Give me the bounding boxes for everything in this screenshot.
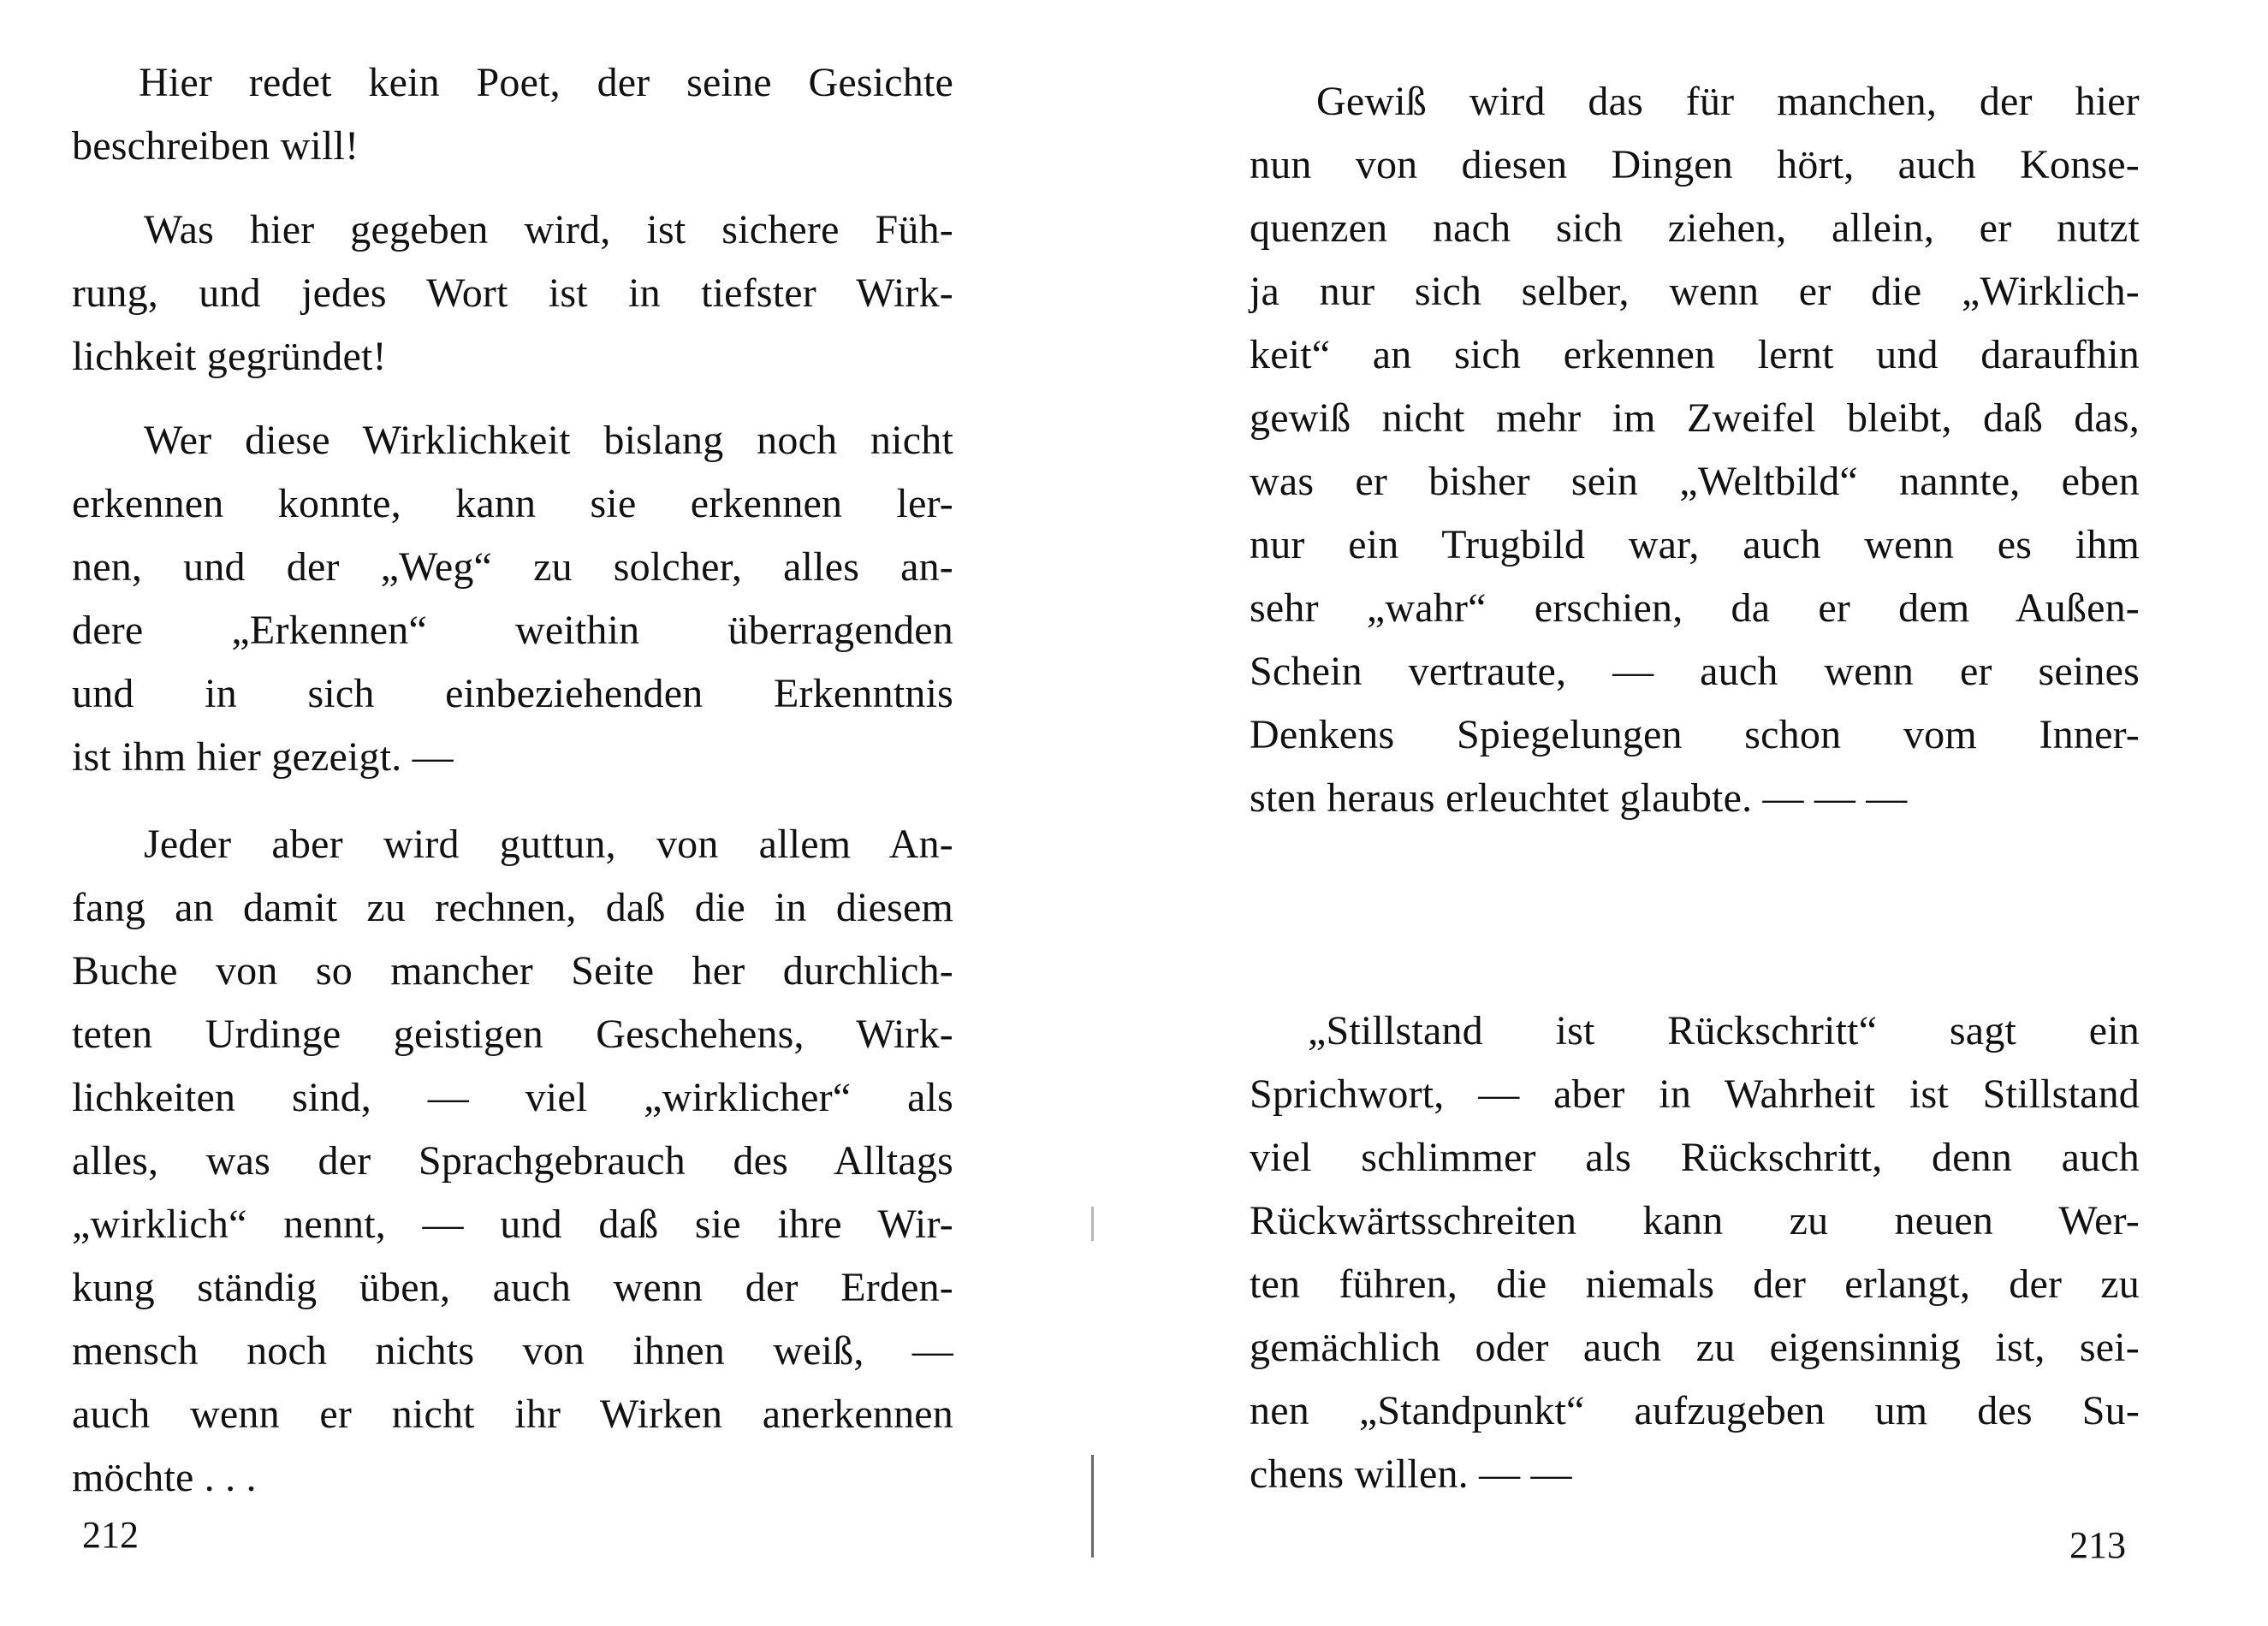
text-line: gemächlich oder auch zu eigensinnig ist, sei- (1250, 1325, 2140, 1370)
text-line: nur ein Trugbild war, auch wenn es ihm (1250, 522, 2140, 567)
text-line: nen „Standpunkt“ aufzugeben um des Su- (1250, 1388, 2140, 1433)
text-line: Schein vertraute, — auch wenn er seines (1250, 649, 2140, 694)
text-line: nen, und der „Weg“ zu solcher, alles an- (72, 544, 953, 590)
text-line: gewiß nicht mehr im Zweifel bleibt, daß das, (1250, 395, 2140, 441)
text-line: viel schlimmer als Rückschritt, denn auch (1250, 1135, 2140, 1180)
text-line: mensch noch nichts von ihnen weiß, — (72, 1328, 953, 1374)
text-line: Rückwärtsschreiten kann zu neuen Wer- (1250, 1198, 2140, 1243)
text-line: auch wenn er nicht ihr Wirken anerkennen (72, 1392, 953, 1437)
text-line: Sprichwort, — aber in Wahrheit ist Stillstand (1250, 1071, 2140, 1117)
page-number-left: 212 (82, 1514, 139, 1556)
text-line: quenzen nach sich ziehen, allein, er nutzt (1250, 205, 2140, 251)
text-line: Hier redet kein Poet, der seine Gesichte (139, 60, 953, 105)
left-paragraph-4 (72, 813, 953, 1510)
text-line: lichkeit gegründet! (72, 334, 387, 379)
text-line: Denkens Spiegelungen schon vom Inner- (1250, 712, 2140, 757)
text-line: sten heraus erleuchtet glaubte. — — — (1250, 775, 1908, 821)
text-line: ten führen, die niemals der erlangt, der zu (1250, 1261, 2140, 1307)
text-line: ja nur sich selber, wenn er die „Wirklich- (1250, 269, 2140, 314)
text-line: Buche von so mancher Seite her durchlich- (72, 948, 953, 994)
right-paragraph-1 (1250, 70, 2140, 830)
text-line: Was hier gegeben wird, ist sichere Füh- (144, 207, 953, 252)
text-line: rung, und jedes Wort ist in tiefster Wirk- (72, 270, 953, 316)
text-line: „Stillstand ist Rückschritt“ sagt ein (1308, 1008, 2140, 1053)
left-paragraph-2 (72, 199, 953, 389)
text-line: dere „Erkennen“ weithin überragenden (72, 608, 953, 653)
text-line: nun von diesen Dingen hört, auch Konse- (1250, 142, 2140, 187)
text-line: kung ständig üben, auch wenn der Erden- (72, 1265, 953, 1310)
text-line: teten Urdinge geistigen Geschehens, Wirk- (72, 1012, 953, 1057)
gutter-line (1091, 1455, 1094, 1558)
text-line: und in sich einbeziehenden Erkenntnis (72, 671, 953, 716)
text-line: Gewiß wird das für manchen, der hier (1316, 79, 2140, 124)
text-line: ist ihm hier gezeigt. — (72, 734, 454, 780)
text-line: was er bisher sein „Weltbild“ nannte, eben (1250, 459, 2140, 504)
text-line: alles, was der Sprachgebrauch des Alltags (72, 1138, 953, 1184)
left-paragraph-3 (72, 409, 953, 789)
left-paragraph-1 (72, 51, 953, 178)
text-line: möchte . . . (72, 1455, 257, 1500)
text-line: Jeder aber wird guttun, von allem An- (144, 822, 953, 867)
right-paragraph-2 (1250, 1000, 2140, 1506)
left-page (0, 0, 1087, 1626)
text-line: keit“ an sich erkennen lernt und daraufhin (1250, 332, 2140, 377)
text-line: lichkeiten sind, — viel „wirklicher“ als (72, 1075, 953, 1120)
gutter-line (1091, 1207, 1094, 1241)
text-line: sehr „wahr“ erschien, da er dem Außen- (1250, 585, 2140, 631)
text-line: Wer diese Wirklichkeit bislang noch nicht (144, 418, 953, 463)
text-line: erkennen konnte, kann sie erkennen ler- (72, 481, 953, 526)
text-line: chens willen. — — (1250, 1451, 1572, 1497)
page-number-right: 213 (2069, 1524, 2126, 1566)
right-page (1113, 0, 2268, 1626)
text-line: „wirklich“ nennt, — und daß sie ihre Wir- (72, 1202, 953, 1247)
text-line: beschreiben will! (72, 123, 359, 169)
text-line: fang an damit zu rechnen, daß die in diesem (72, 885, 953, 930)
